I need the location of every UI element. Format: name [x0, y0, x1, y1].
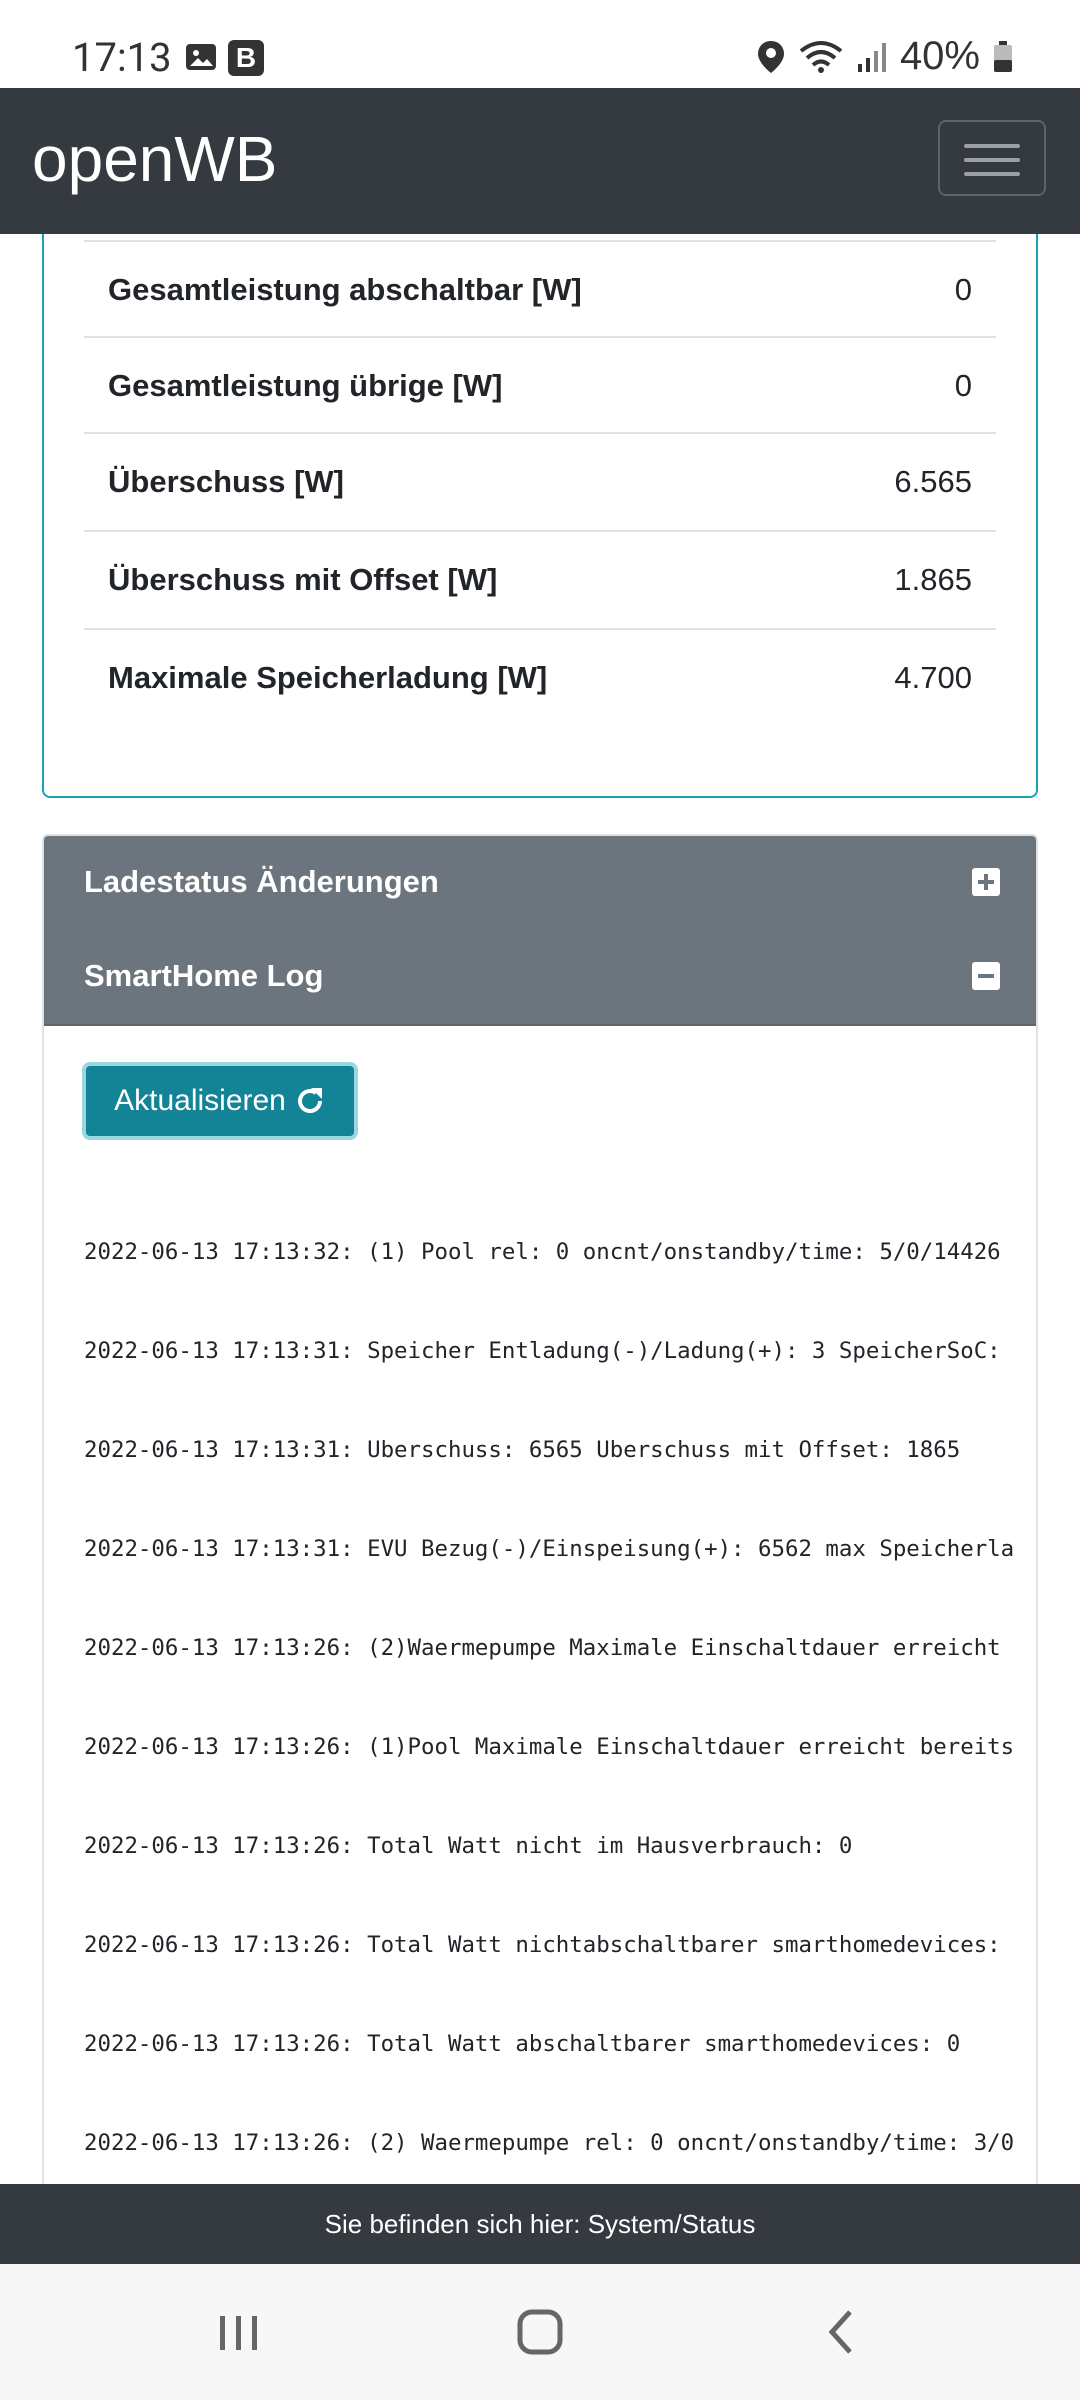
- location-icon: [756, 39, 786, 75]
- table-row: [84, 628, 996, 724]
- row-value: 0: [954, 368, 972, 403]
- row-value: 0: [954, 272, 972, 307]
- log-line: 2022-06-13 17:13:31: EVU Bezug(-)/Einspeisung(+): 6562 max Speicherla: [84, 1536, 1015, 1562]
- signal-icon: [856, 40, 888, 74]
- accordion-card: [42, 834, 1038, 2184]
- log-line: 2022-06-13 17:13:26: (1)Pool Maximale Einschaltdauer erreicht bereits: [84, 1734, 1015, 1760]
- log-line: 2022-06-13 17:13:26: Total Watt nichtabschaltbarer smarthomedevices:: [84, 1932, 1001, 1958]
- recent-apps-icon[interactable]: [208, 2304, 268, 2360]
- table-row: [84, 336, 996, 432]
- row-label: Gesamtleistung übrige [W]: [108, 368, 503, 403]
- home-icon[interactable]: [510, 2304, 570, 2360]
- table-row: [84, 240, 996, 336]
- gallery-icon: [184, 40, 218, 74]
- system-nav-bar: [0, 2264, 1080, 2400]
- battery-percent: 40%: [899, 34, 980, 78]
- smarthome-log-header[interactable]: [44, 930, 1036, 1026]
- minus-square-icon[interactable]: [972, 962, 1000, 990]
- row-value: 6.565: [894, 464, 972, 499]
- log-line: 2022-06-13 17:13:26: (2)Waermepumpe Maximale Einschaltdauer erreicht: [84, 1635, 1001, 1661]
- menu-toggle-button[interactable]: [938, 120, 1046, 196]
- refresh-button[interactable]: [82, 1062, 358, 1140]
- row-value: 4.700: [894, 660, 972, 695]
- hamburger-icon: [964, 144, 1020, 148]
- log-line: 2022-06-13 17:13:26: Total Watt abschaltbarer smarthomedevices: 0: [84, 2031, 961, 2057]
- table-row: [84, 432, 996, 528]
- status-bar: [0, 0, 1080, 88]
- b-app-icon: B: [228, 40, 264, 76]
- ladestatus-title: Ladestatus Änderungen: [84, 864, 439, 899]
- battery-icon: [992, 40, 1014, 74]
- plus-square-icon[interactable]: [972, 868, 1000, 896]
- top-navbar: [0, 88, 1080, 234]
- row-label: Überschuss mit Offset [W]: [108, 562, 498, 597]
- refresh-label: Aktualisieren: [114, 1084, 286, 1117]
- brand-title[interactable]: openWB: [32, 123, 278, 195]
- row-label: Gesamtleistung abschaltbar [W]: [108, 272, 582, 307]
- status-time: 17:13: [72, 34, 172, 81]
- row-label: Maximale Speicherladung [W]: [108, 660, 548, 695]
- row-value: 1.865: [894, 562, 972, 597]
- log-line: 2022-06-13 17:13:32: (1) Pool rel: 0 oncnt/onstandby/time: 5/0/14426: [84, 1239, 1001, 1265]
- smarthome-log-output: [84, 1170, 1024, 2184]
- log-line: 2022-06-13 17:13:26: (2) Waermepumpe rel: 0 oncnt/onstandby/time: 3/0: [84, 2130, 1015, 2156]
- smarthome-log-title: SmartHome Log: [84, 958, 324, 993]
- log-line: 2022-06-13 17:13:26: Total Watt nicht im Hausverbrauch: 0: [84, 1833, 853, 1859]
- wifi-icon: [798, 39, 844, 75]
- log-line: 2022-06-13 17:13:31: Uberschuss: 6565 Uberschuss mit Offset: 1865: [84, 1437, 961, 1463]
- location-footer: Sie befinden sich hier: System/Status: [0, 2184, 1080, 2264]
- page-content[interactable]: [0, 234, 1080, 2184]
- back-icon[interactable]: [812, 2304, 872, 2360]
- ladestatus-header[interactable]: [44, 836, 1036, 930]
- refresh-icon: [294, 1085, 326, 1117]
- log-line: 2022-06-13 17:13:31: Speicher Entladung(-)/Ladung(+): 3 SpeicherSoC:: [84, 1338, 1001, 1364]
- table-row: [84, 530, 996, 626]
- row-label: Überschuss [W]: [108, 464, 344, 499]
